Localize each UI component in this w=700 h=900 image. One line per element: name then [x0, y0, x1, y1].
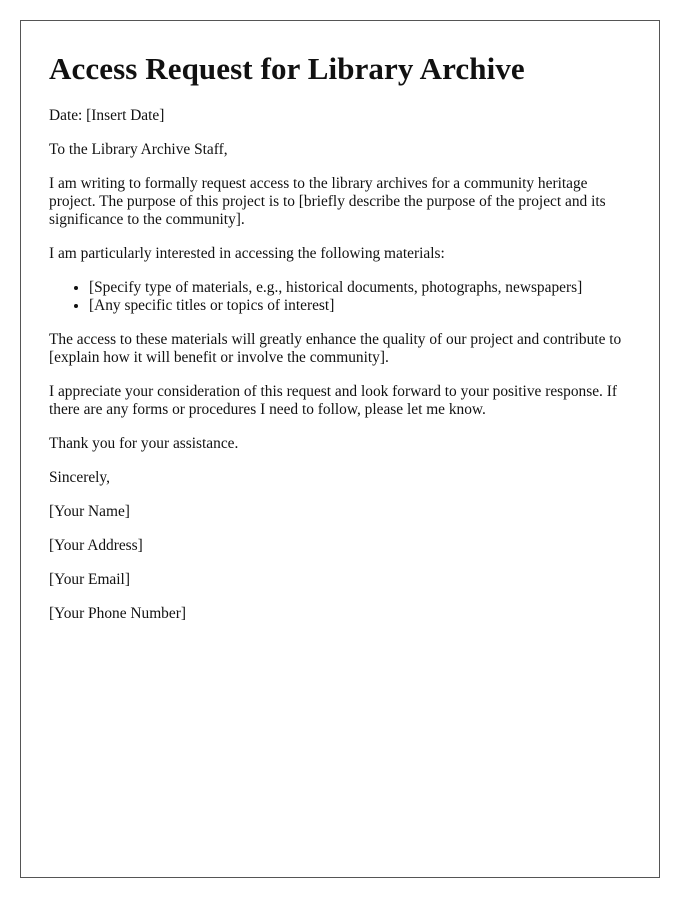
thanks-line: Thank you for your assistance. [49, 435, 239, 452]
letter-title: Access Request for Library Archive [49, 51, 525, 86]
closing-line: Sincerely, [49, 469, 110, 486]
signature-phone: [Your Phone Number] [49, 605, 186, 622]
signature-name: [Your Name] [49, 503, 130, 520]
letter-salutation: To the Library Archive Staff, [49, 141, 228, 158]
materials-list [49, 279, 631, 315]
letter-date: Date: [Insert Date] [49, 107, 165, 124]
paragraph-interest: I am particularly interested in accessing the following materials: [49, 245, 445, 262]
list-item: • [Any specific titles or topics of interest] [89, 297, 631, 315]
paragraph-intro: I am writing to formally request access to the library archives for a community heritage project. The purpose of this project is to [briefly describe the purpose of the project and its significance to the community]. [49, 175, 606, 228]
paragraph-benefit: The access to these materials will greatly enhance the quality of our project and contribute to [explain how it will benefit or involve the community]. [49, 331, 622, 366]
letter-content [21, 21, 659, 623]
signature-address: [Your Address] [49, 537, 143, 554]
signature-email: [Your Email] [49, 571, 130, 588]
letter-page [20, 20, 660, 878]
list-item: • [Specify type of materials, e.g., historical documents, photographs, newspapers] [89, 279, 631, 297]
paragraph-appreciation: I appreciate your consideration of this request and look forward to your positive response. If there are any forms or procedures I need to follow, please let me know. [49, 383, 618, 418]
